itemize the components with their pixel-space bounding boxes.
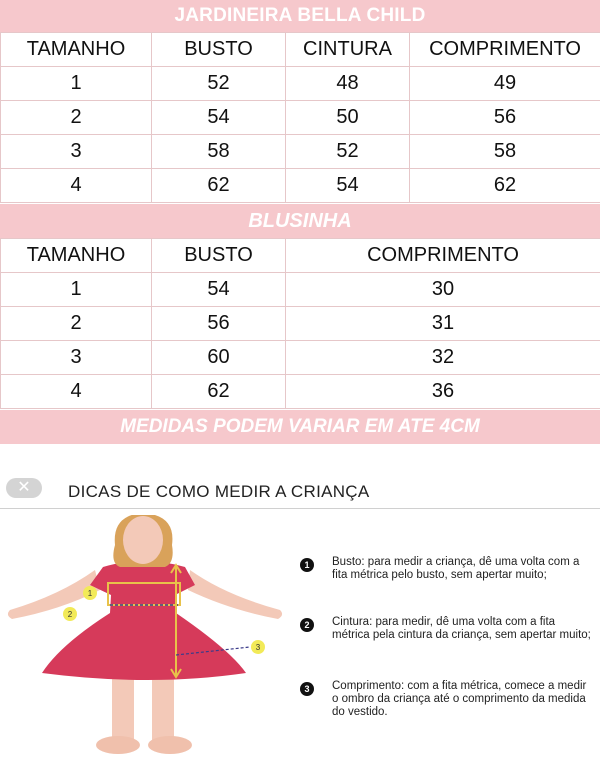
table-cell: 50	[286, 101, 410, 135]
table-row	[1, 375, 600, 409]
table-row	[1, 273, 600, 307]
tip-number: 1	[300, 558, 314, 572]
marker-1-label: 1	[87, 589, 93, 598]
table-cell: 52	[152, 67, 286, 101]
close-icon[interactable]: ✕	[6, 478, 42, 498]
table-cell: 31	[286, 307, 600, 341]
tip-text: Comprimento: com a fita métrica, comece a medir o ombro da criança até o comprimento da medida do vestido.	[332, 680, 587, 718]
header-cell: TAMANHO	[1, 33, 152, 67]
table-cell: 4	[1, 169, 152, 203]
table-cell: 3	[1, 135, 152, 169]
marker-3-label: 3	[255, 643, 261, 652]
table-cell: 62	[152, 375, 286, 409]
table-cell: 62	[410, 169, 600, 203]
header-cell: CINTURA	[286, 33, 410, 67]
table-cell: 1	[1, 273, 152, 307]
table-cell: 58	[152, 135, 286, 169]
table-cell: 54	[152, 273, 286, 307]
table-row	[1, 67, 600, 101]
table-cell: 56	[152, 307, 286, 341]
table-cell: 2	[1, 101, 152, 135]
table-row	[1, 307, 600, 341]
table-cell: 54	[152, 101, 286, 135]
table-header-row	[1, 239, 600, 273]
jardineira-size-table	[0, 32, 600, 203]
divider	[0, 508, 600, 509]
table-cell: 3	[1, 341, 152, 375]
tip-text: Cintura: para medir, dê uma volta com a fita métrica pela cintura da criança, sem apertar muito;	[332, 616, 591, 641]
variation-note: MEDIDAS PODEM VARIAR EM ATE 4CM	[0, 410, 600, 444]
table-row	[1, 169, 600, 203]
table-cell: 49	[410, 67, 600, 101]
table2-title: BLUSINHA	[0, 204, 600, 238]
header-cell: TAMANHO	[1, 239, 152, 273]
face	[123, 516, 163, 564]
table-row	[1, 101, 600, 135]
table-cell: 60	[152, 341, 286, 375]
header-cell: COMPRIMENTO	[286, 239, 600, 273]
table-cell: 1	[1, 67, 152, 101]
table-row	[1, 341, 600, 375]
tip-number: 3	[300, 682, 314, 696]
header-cell: BUSTO	[152, 33, 286, 67]
table-header-row	[1, 33, 600, 67]
right-arm	[188, 570, 282, 619]
table-row	[1, 135, 600, 169]
right-shoe	[148, 736, 192, 754]
marker-2-label: 2	[67, 610, 73, 619]
table-cell: 52	[286, 135, 410, 169]
table-cell: 32	[286, 341, 600, 375]
table-cell: 2	[1, 307, 152, 341]
header-cell: BUSTO	[152, 239, 286, 273]
dress	[42, 561, 246, 680]
header-cell: COMPRIMENTO	[410, 33, 600, 67]
table-cell: 56	[410, 101, 600, 135]
table1-title: JARDINEIRA BELLA CHILD	[0, 0, 600, 32]
table-cell: 4	[1, 375, 152, 409]
table-cell: 62	[152, 169, 286, 203]
girl-measurement-illustration	[0, 515, 290, 777]
tip-number: 2	[300, 618, 314, 632]
howto-title: DICAS DE COMO MEDIR A CRIANÇA	[68, 482, 370, 501]
left-shoe	[96, 736, 140, 754]
table-cell: 30	[286, 273, 600, 307]
table-cell: 54	[286, 169, 410, 203]
blusinha-size-table	[0, 238, 600, 409]
table-cell: 48	[286, 67, 410, 101]
table-cell: 58	[410, 135, 600, 169]
table-cell: 36	[286, 375, 600, 409]
tip-text: Busto: para medir a criança, dê uma volta com a fita métrica pelo busto, sem apertar muito;	[332, 556, 580, 581]
